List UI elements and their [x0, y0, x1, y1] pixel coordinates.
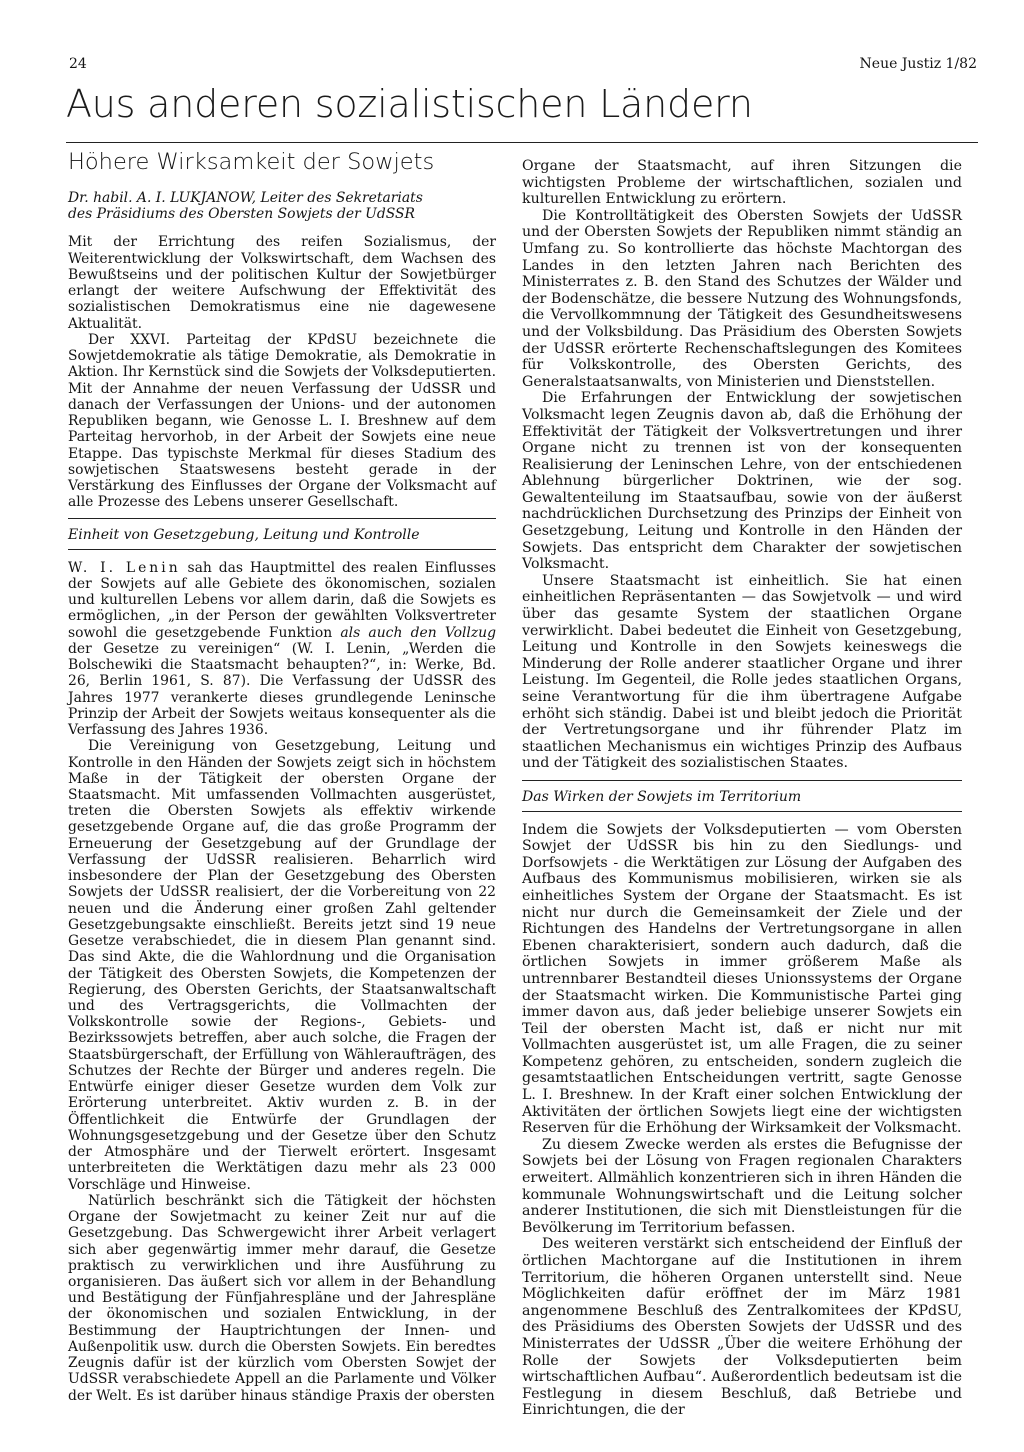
intro-paragraph-2: Der XXVI. Parteitag der KPdSU bezeichnete die Sowjetdemokratie als tätige Demokratie, als Demokratie in Aktion. Ihr Kernstück sind die Sowjets der Volksdeputierten. Mit der Annahme der neuen Verfassung der UdSSR und danach der Verfassungen der Unions- und der autonomen Republiken begann, wie Genosse L. I. Breshnew auf dem Parteitag hervorhob, in der Arbeit der Sowjets eine neue Etappe. Das typischste Merkmal für dieses Stadium des sowjetischen Staatswesens besteht gerade in der Verstärkung des Einflusses der Organe der Volksmacht auf alle Prozesse des Lebens unserer Gesellschaft.: [68, 331, 496, 511]
journal-issue: Neue Justiz 1/82: [859, 56, 977, 72]
intro-paragraph-1: Mit der Errichtung des reifen Sozialismus, der Weiterentwicklung der Volkswirtschaft, dem Wachsen des Bewußtseins und der politischen Kultur der Sowjetbürger erlangt der weitere Aufschwung der Effektivität des sozialistischen Demokratismus eine nie dagewesene Aktualität.: [68, 234, 496, 332]
section-title: Aus anderen sozialistischen Ländern: [66, 82, 753, 126]
running-header: [69, 56, 977, 76]
left-column: [68, 148, 496, 1404]
lenin-name: W. I. Lenin: [68, 559, 181, 576]
section1-paragraph-6: Die Erfahrungen der Entwicklung der sowjetischen Volksmacht legen Zeugnis davon ab, daß die Erhöhung der Effektivität der Tätigkeit der Volksvertretungen und ihrer Organe nicht zu trennen ist von der konsequenten Realisierung der Leninschen Lehre, von der entschiedenen Ablehnung bürgerlicher Doktrinen, wie der sog. Gewaltenteilung im Staatsaufbau, sowie von der äußerst nachdrücklichen Durchsetzung des Prinzips der Einheit von Gesetzgebung, Leitung und Kontrolle in den Händen der Sowjets. Das entspricht dem Charakter der sowjetischen Volksmacht.: [522, 390, 962, 573]
section1-paragraph-3: Natürlich beschränkt sich die Tätigkeit der höchsten Organe der Sowjetmacht zu keiner Zeit nur auf die Gesetzgebung. Das Schwergewicht ihrer Arbeit verlagert sich aber gegenwärtig immer mehr darauf, die Gesetze praktisch zu verwirklichen und ihre Ausführung zu organisieren. Das äußert sich vor allem in der Behandlung und Bestätigung der Fünfjahrespläne und der Jahrespläne der ökonomischen und sozialen Entwicklung, in der Bestimmung der Hauptrichtungen der Innen- und Außenpolitik usw. durch die Obersten Sowjets. Ein beredtes Zeugnis dafür ist der kürzlich vom Obersten Sowjet der UdSSR verabschiedete Appell an die Parlamente und Völker der Welt. Es ist darüber hinaus ständige Praxis der obersten: [68, 1192, 496, 1404]
section-rule: [66, 142, 978, 143]
page-number: 24: [69, 56, 87, 72]
section1-paragraph-4: Organe der Staatsmacht, auf ihren Sitzungen die wichtigsten Probleme der wirtschaftlichen, sozialen und kulturellen Entwicklung zu erörtern.: [522, 158, 962, 208]
right-column: [522, 158, 962, 1419]
author-byline: [68, 190, 496, 222]
subheading-unity: Einheit von Gesetzgebung, Leitung und Kontrolle: [68, 518, 496, 549]
section2-paragraph-2: Zu diesem Zwecke werden als erstes die Befugnisse der Sowjets bei der Lösung von Fragen regionalen Charakters erweitert. Allmählich konzentrieren sich in ihren Händen die kommunale Wohnungswirtschaft und die Leitung solcher anderer Institutionen, die sich mit Dienstleistungen für die Bevölkerung im Territorium befassen.: [522, 1136, 962, 1236]
section2-paragraph-1: Indem die Sowjets der Volksdeputierten — vom Obersten Sowjet der UdSSR bis hin zu den Siedlungs- und Dorfsowjets - die Werktätigen zur Lösung der Aufgaben des Aufbaus des Kommunismus mobilisieren, wirken sie als einheitliches System der Organe der Staatsmacht. Es ist nicht nur durch die Gemeinsamkeit der Ziele und der Richtungen des Handelns der Vertretungsorgane in allen Ebenen charakterisiert, sondern auch dadurch, daß die örtlichen Sowjets in immer größerem Maße als untrennbarer Bestandteil dieses Unionssystems der Organe der Staatsmacht wirken. Die Kommunistische Partei ging immer davon aus, daß jeder beliebige unserer Sowjets ein Teil der obersten Macht ist, daß er nicht nur mit Vollmachten ausgerüstet ist, um alle Fragen, die zu seiner Kompetenz gehören, zu entscheiden, sondern zugleich die gesamtstaatlichen Entscheidungen vertritt, sagte Genosse L. I. Breshnew. In der Kraft einer solchen Entwicklung der Aktivitäten der örtlichen Sowjets liegt eine der wichtigsten Reserven für die Erhöhung der Wirksamkeit der Volksmacht.: [522, 821, 962, 1137]
author-line-2: des Präsidiums des Obersten Sowjets der UdSSR: [68, 206, 416, 223]
section2-paragraph-3: Des weiteren verstärkt sich entscheidend der Einfluß der örtlichen Machtorgane auf die Institutionen in ihrem Territorium, die höheren Organen unterstellt sind. Neue Möglichkeiten dafür eröffnet der im März 1981 angenommene Beschluß des Zentralkomitees der KPdSU, des Präsidiums des Obersten Sowjets der UdSSR und des Ministerrates der UdSSR „Über die weitere Erhöhung der Rolle der Sowjets der Volksdeputierten beim wirtschaftlichen Aufbau“. Außerordentlich bedeutsam ist die Festlegung in diesem Beschluß, daß Betriebe und Einrichtungen, die der: [522, 1236, 962, 1419]
section1-paragraph-2: Die Vereinigung von Gesetzgebung, Leitung und Kontrolle in den Händen der Sowjets zeigt sich in höchstem Maße in der Tätigkeit der obersten Organe der Staatsmacht. Mit umfassenden Vollmachten ausgerüstet, treten die Obersten Sowjets als effektiv wirkende gesetzgebende Organe auf, die das große Programm der Erneuerung der Gesetzgebung auf der Grundlage der Verfassung der UdSSR realisieren. Beharrlich wird insbesondere der Plan der Gesetzgebung des Obersten Sowjets der UdSSR realisiert, der die Vorbereitung von 22 neuen und die Änderung einer großen Zahl geltender Gesetzgebungsakte einschließt. Bereits jetzt sind 19 neue Gesetze verabschiedet, die in diesem Plan genannt sind. Das sind Akte, die die Wahlordnung und die Organisation der Tätigkeit des Obersten Sowjets, die Kompetenzen der Regierung, des Obersten Gerichts, der Staatsanwaltschaft und des Vertragsgerichts, die Vollmachten der Volkskontrolle sowie der Regions-, Gebiets- und Bezirkssowjets betreffen, aber auch solche, die Fragen der Staatsbürgerschaft, der Erfüllung von Wähleraufträgen, des Schutzes der Rechte der Bürger und anderes regeln. Die Entwürfe einiger dieser Gesetze wurden dem Volk zur Erörterung unterbreitet. Aktiv wurden z. B. in der Öffentlichkeit die Entwürfe der Grundlagen der Wohnungsgesetzgebung und der Gesetze über den Schutz der Atmosphäre und der Tierwelt erörtert. Insgesamt unterbreiteten die Werktätigen dazu mehr als 23 000 Vorschläge und Hinweise.: [68, 738, 496, 1193]
article-title: Höhere Wirksamkeit der Sowjets: [68, 149, 435, 175]
author-line-1: Dr. habil. A. I. LUKJANOW, Leiter des Sekretariats: [68, 190, 423, 206]
section1-paragraph-5: Die Kontrolltätigkeit des Obersten Sowjets der UdSSR und der Obersten Sowjets der Republiken nimmt ständig an Umfang zu. So kontrollierte das höchste Machtorgan des Landes in den letzten Jahren nach Berichten des Ministerrates z. B. den Stand des Schutzes der Wälder und der Bodenschätze, die bessere Nutzung des Wohnungsfonds, die Vervollkommnung der Tätigkeit des Gesundheitswesens und der Volksbildung. Das Präsidium des Obersten Sowjets der UdSSR erörterte Rechenschaftslegungen des Komitees für Volkskontrolle, des Obersten Gerichts, des Generalstaatsanwalts, von Ministerien und Dienststellen.: [522, 207, 962, 390]
subheading-territory: Das Wirken der Sowjets im Territorium: [522, 780, 962, 812]
section1-paragraph-7: Unsere Staatsmacht ist einheitlich. Sie hat einen einheitlichen Repräsentanten — das Sowjetvolk — und wird über das gesamte System der staatlichen Organe verwirklicht. Dabei bedeutet die Einheit von Gesetzgebung, Leitung und Kontrolle in den Sowjets keineswegs die Minderung der Rolle anderer staatlicher Organe und ihrer Leistung. Im Gegenteil, die Rolle jedes staatlichen Organs, seine Verantwortung für die ihm übertragene Aufgabe erhöht sich ständig. Dabei ist und bleibt jedoch die Priorität der Vertretungsorgane und ihr führender Platz im staatlichen Mechanismus ein wichtiges Prinzip des Aufbaus und der Tätigkeit des sozialistischen Staates.: [522, 572, 962, 772]
section1-paragraph-1: W. I. Lenin sah das Hauptmittel des realen Einflusses der Sowjets auf alle Gebiete des ökonomischen, sozialen und kulturellen Lebens vor allem darin, daß die Sowjets es ermöglichen, „in der Person der gewählten Volksvertreter sowohl die gesetzgebende Funktion als auch den Vollzug der Gesetze zu vereinigen“ (W. I. Lenin, „Werden die Bolschewiki die Staatsmacht behaupten?“, in: Werke, Bd. 26, Berlin 1961, S. 87). Die Verfassung der UdSSR des Jahres 1977 verankerte dieses grundlegende Leninsche Prinzip der Arbeit der Sowjets weitaus konsequenter als die Verfassung des Jahres 1936.: [68, 559, 497, 739]
